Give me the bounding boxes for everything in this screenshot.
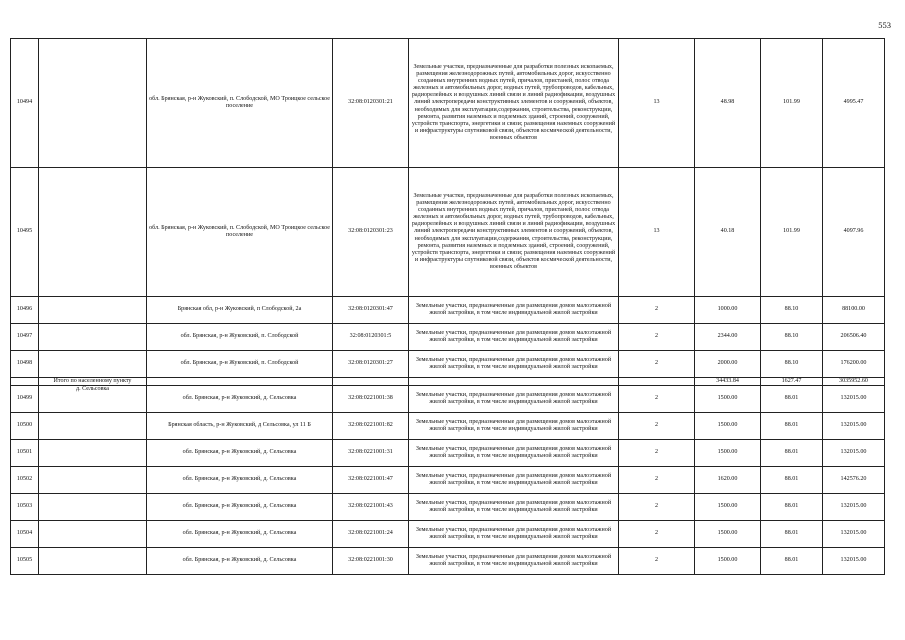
address-cell: Брянская область, р-н Жуковский, д Сельсовка, ул 11 Б [147, 413, 333, 440]
area-cell: 1500.00 [695, 521, 761, 548]
row-number: 10498 [11, 351, 39, 378]
cadastral-value-cell: 132015.00 [823, 521, 885, 548]
group-cell: 2 [619, 297, 695, 324]
row-number: 10501 [11, 440, 39, 467]
address-cell: обл. Брянская, р-н Жуковский, д. Сельсовка [147, 521, 333, 548]
blank-cell [39, 494, 147, 521]
cadastral-number-cell: 32:08:0120301:21 [333, 39, 409, 168]
rate-cell: 88.01 [761, 440, 823, 467]
rate-cell: 101.99 [761, 39, 823, 168]
land-purpose-cell: Земельные участки, предназначенные для размещения домов малоэтажной жилой застройки, в том числе индивидуальной жилой застройки [409, 440, 619, 467]
table-row [11, 521, 885, 548]
rate-cell: 88.01 [761, 521, 823, 548]
group-cell: 13 [619, 39, 695, 168]
rate-cell: 88.01 [761, 386, 823, 413]
address-cell: обл. Брянская, р-н Жуковский, п. Слободской, МО Троицкое сельское поселение [147, 168, 333, 297]
row-number: 10504 [11, 521, 39, 548]
blank-cell [39, 440, 147, 467]
row-number: 10499 [11, 386, 39, 413]
cadastral-number-cell: 32:08:0221001:82 [333, 413, 409, 440]
row-number: 10500 [11, 413, 39, 440]
address-cell: обл. Брянская, р-н Жуковский, п. Слободской [147, 324, 333, 351]
land-purpose-cell: Земельные участки, предназначенные для разработки полезных ископаемых, размещения железнодорожных путей, автомобильных дорог, искусственно созданных внутренних водных путей, причалов, пристаней, полос отвода железных и автомобильных дорог, водных путей, трубопроводов, кабельных, радиорелейных и воздушных линий связи и линий радиофикации, воздушных линий электропередачи конструктивных элементов и сооружений, объектов, необходимых для эксплуатации,содержания, строительства, реконструкции, ремонта, развития наземных и подземных зданий, строений, сооружений, устройств транспорта, энергетики и связи; размещения наземных сооружений и инфраструктуры спутниковой связи, объектов космической деятельности, военных объектов [409, 168, 619, 297]
land-purpose-cell: Земельные участки, предназначенные для размещения домов малоэтажной жилой застройки, в том числе индивидуальной жилой застройки [409, 521, 619, 548]
total-rate: 1627.47 [761, 378, 823, 386]
cadastral-value-cell: 4097.96 [823, 168, 885, 297]
group-cell: 2 [619, 324, 695, 351]
cadastral-value-cell: 132015.00 [823, 494, 885, 521]
address-cell: обл. Брянская, р-н Жуковский, д. Сельсовка [147, 467, 333, 494]
group-cell: 2 [619, 440, 695, 467]
group-cell: 13 [619, 168, 695, 297]
blank-cell [333, 378, 409, 386]
table-row [11, 168, 885, 297]
cadastral-value-cell: 206506.40 [823, 324, 885, 351]
cadastral-value-cell: 132015.00 [823, 413, 885, 440]
rate-cell: 101.99 [761, 168, 823, 297]
table-row [11, 351, 885, 378]
table-row [11, 324, 885, 351]
table-row [11, 548, 885, 575]
total-label: Итого по населенному пункту [39, 378, 147, 386]
address-cell: обл. Брянская, р-н Жуковский, д. Сельсовка [147, 494, 333, 521]
group-cell: 2 [619, 351, 695, 378]
group-cell: 2 [619, 494, 695, 521]
group-cell: 2 [619, 521, 695, 548]
cadastral-value-cell: 176200.00 [823, 351, 885, 378]
land-registry-table [10, 38, 885, 575]
blank-cell [409, 378, 619, 386]
land-purpose-cell: Земельные участки, предназначенные для размещения домов малоэтажной жилой застройки, в том числе индивидуальной жилой застройки [409, 413, 619, 440]
row-number: 10502 [11, 467, 39, 494]
page-number: 553 [878, 20, 891, 30]
table-row [11, 440, 885, 467]
land-purpose-cell: Земельные участки, предназначенные для размещения домов малоэтажной жилой застройки, в том числе индивидуальной жилой застройки [409, 297, 619, 324]
row-number: 10503 [11, 494, 39, 521]
address-cell: обл. Брянская, р-н Жуковский, п. Слободской, МО Троицкое сельское поселение [147, 39, 333, 168]
cadastral-value-cell: 88100.00 [823, 297, 885, 324]
cadastral-number-cell: 32:08:0120301:23 [333, 168, 409, 297]
address-cell: Брянская обл, р-н Жуковский, п Слободской, 2а [147, 297, 333, 324]
area-cell: 48.98 [695, 39, 761, 168]
cadastral-value-cell: 132015.00 [823, 440, 885, 467]
table-row [11, 297, 885, 324]
table-row [11, 494, 885, 521]
rate-cell: 88.01 [761, 467, 823, 494]
area-cell: 40.18 [695, 168, 761, 297]
row-number: 10495 [11, 168, 39, 297]
rate-cell: 88.10 [761, 324, 823, 351]
address-cell: обл. Брянская, р-н Жуковский, д. Сельсовка [147, 548, 333, 575]
address-cell: обл. Брянская, р-н Жуковский, д. Сельсовка [147, 440, 333, 467]
row-number: 10496 [11, 297, 39, 324]
area-cell: 1500.00 [695, 440, 761, 467]
area-cell: 2344.00 [695, 324, 761, 351]
blank-cell [39, 168, 147, 297]
blank-cell [39, 521, 147, 548]
blank-cell [39, 297, 147, 324]
cadastral-number-cell: 32:08:0221001:38 [333, 386, 409, 413]
area-cell: 1500.00 [695, 386, 761, 413]
table-row [11, 467, 885, 494]
cadastral-value-cell: 132015.00 [823, 548, 885, 575]
blank-cell [619, 378, 695, 386]
land-purpose-cell: Земельные участки, предназначенные для размещения домов малоэтажной жилой застройки, в том числе индивидуальной жилой застройки [409, 351, 619, 378]
blank-cell [39, 39, 147, 168]
land-purpose-cell: Земельные участки, предназначенные для размещения домов малоэтажной жилой застройки, в том числе индивидуальной жилой застройки [409, 467, 619, 494]
blank-cell [39, 351, 147, 378]
table-row [11, 386, 885, 413]
group-cell: 2 [619, 413, 695, 440]
land-purpose-cell: Земельные участки, предназначенные для размещения домов малоэтажной жилой застройки, в том числе индивидуальной жилой застройки [409, 548, 619, 575]
rate-cell: 88.01 [761, 413, 823, 440]
rate-cell: 88.10 [761, 297, 823, 324]
land-purpose-cell: Земельные участки, предназначенные для размещения домов малоэтажной жилой застройки, в том числе индивидуальной жилой застройки [409, 324, 619, 351]
cadastral-number-cell: 32:08:0221001:24 [333, 521, 409, 548]
cadastral-number-cell: 32:08:0221001:47 [333, 467, 409, 494]
rate-cell: 88.01 [761, 548, 823, 575]
address-cell: обл. Брянская, р-н Жуковский, п. Слободской [147, 351, 333, 378]
cadastral-number-cell: 32:08:0221001:43 [333, 494, 409, 521]
locality-label: д. Сельсовка [39, 386, 147, 413]
land-purpose-cell: Земельные участки, предназначенные для размещения домов малоэтажной жилой застройки, в том числе индивидуальной жилой застройки [409, 494, 619, 521]
total-value: 3035952.60 [823, 378, 885, 386]
row-number: 10494 [11, 39, 39, 168]
cadastral-value-cell: 4995.47 [823, 39, 885, 168]
blank-cell [39, 324, 147, 351]
cadastral-number-cell: 32:08:0120301:47 [333, 297, 409, 324]
area-cell: 1000.00 [695, 297, 761, 324]
table-row [11, 413, 885, 440]
area-cell: 2000.00 [695, 351, 761, 378]
group-cell: 2 [619, 548, 695, 575]
blank-cell [147, 378, 333, 386]
cadastral-value-cell: 142576.20 [823, 467, 885, 494]
cadastral-number-cell: 32:08:0221001:30 [333, 548, 409, 575]
rate-cell: 88.10 [761, 351, 823, 378]
blank-cell [11, 378, 39, 386]
table-row [11, 39, 885, 168]
land-purpose-cell: Земельные участки, предназначенные для разработки полезных ископаемых, размещения железнодорожных путей, автомобильных дорог, искусственно созданных внутренних водных путей, причалов, пристаней, полос отвода железных и автомобильных дорог, водных путей, трубопроводов, кабельных, радиорелейных и воздушных линий связи и линий радиофикации, воздушных линий электропередачи конструктивных элементов и сооружений, объектов, необходимых для эксплуатации,содержания, строительства, реконструкции, ремонта, развития наземных и подземных зданий, строений, сооружений, устройств транспорта, энергетики и связи; размещения наземных сооружений и инфраструктуры спутниковой связи, объектов космической деятельности, военных объектов [409, 39, 619, 168]
area-cell: 1620.00 [695, 467, 761, 494]
total-row [11, 378, 885, 386]
blank-cell [39, 548, 147, 575]
cadastral-number-cell: 32:08:0221001:31 [333, 440, 409, 467]
rate-cell: 88.01 [761, 494, 823, 521]
area-cell: 1500.00 [695, 548, 761, 575]
group-cell: 2 [619, 467, 695, 494]
row-number: 10497 [11, 324, 39, 351]
blank-cell [39, 413, 147, 440]
cadastral-number-cell: 32:08:0120301:27 [333, 351, 409, 378]
cadastral-number-cell: 32:08:0120301:5 [333, 324, 409, 351]
area-cell: 1500.00 [695, 494, 761, 521]
blank-cell [39, 467, 147, 494]
land-purpose-cell: Земельные участки, предназначенные для размещения домов малоэтажной жилой застройки, в том числе индивидуальной жилой застройки [409, 386, 619, 413]
address-cell: обл. Брянская, р-н Жуковский, д. Сельсовка [147, 386, 333, 413]
area-cell: 1500.00 [695, 413, 761, 440]
cadastral-value-cell: 132015.00 [823, 386, 885, 413]
row-number: 10505 [11, 548, 39, 575]
total-area: 34433.84 [695, 378, 761, 386]
group-cell: 2 [619, 386, 695, 413]
